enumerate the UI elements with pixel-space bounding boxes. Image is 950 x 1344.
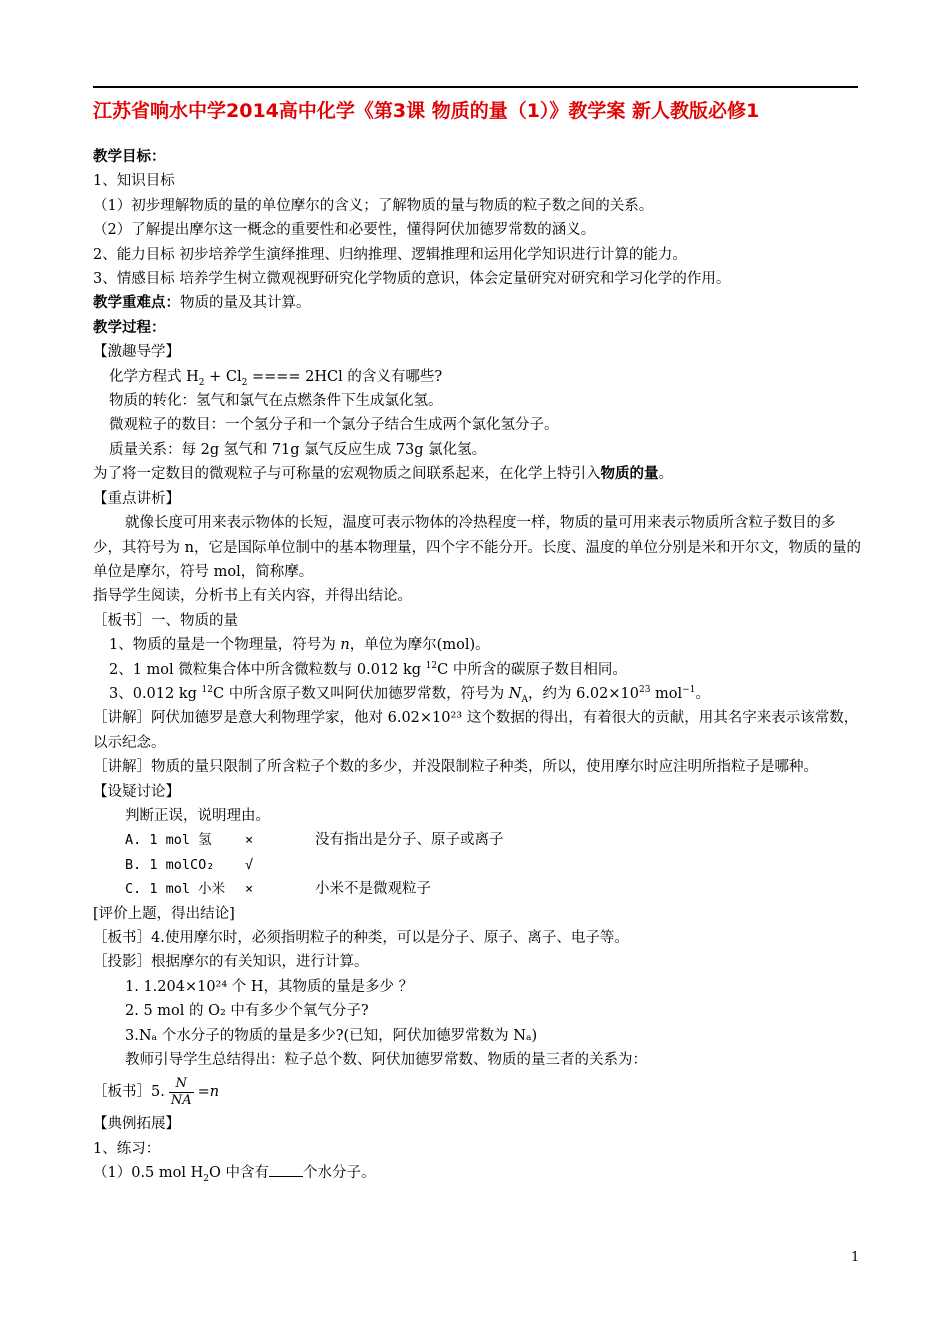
option-item: A. 1 mol 氢	[125, 832, 212, 849]
board-5-label: ［板书］5.	[93, 1084, 165, 1101]
board-4: ［板书］4.使用摩尔时，必须指明粒子的种类，可以是分子、原子、离子、电子等。	[93, 930, 629, 946]
lecture-paragraph: 就像长度可用来表示物体的长短，温度可表示物体的冷热程度一样，物质的量可用来表示物质所含粒子数目的多少，其符号为 n，它是国际单位制中的基本物理量，四个字不能分开。长度、温度的单位分别是米和开尔文，物质的量的单位是摩尔，符号 mol，简称摩。	[93, 515, 861, 580]
projection-line: ［投影］根据摩尔的有关知识，进行计算。	[93, 954, 369, 971]
document-body	[93, 145, 863, 1186]
option-mark: √	[245, 856, 254, 873]
superscript-12: 12	[201, 685, 213, 696]
formula-equals-n: =n	[197, 1084, 220, 1101]
option-item: B. 1 molCO₂	[125, 856, 215, 873]
superscript-23: 23	[638, 685, 651, 696]
mass-line: 质量关系：每 2g 氢气和 71g 氯气反应生成 73g 氯化氢。	[109, 441, 487, 458]
exercise-1-mid: O 中含有	[209, 1165, 269, 1182]
option-reason: 没有指出是分子、原子或离子	[315, 832, 504, 849]
unit-mol: mol	[650, 685, 683, 702]
lecture-heading: 【重点讲析】	[93, 490, 180, 507]
question-3: 3.Nₐ 个水分子的物质的量是多少?(已知，阿伏加德罗常数为 Nₐ)	[125, 1027, 538, 1044]
option-row	[93, 828, 863, 852]
header-rule	[93, 86, 858, 88]
answer-blank[interactable]	[269, 1162, 303, 1177]
avogadro-value: ，约为 6.02×10	[527, 685, 639, 702]
key-points	[93, 291, 863, 315]
practice-label: 1、练习：	[93, 1140, 161, 1157]
transform-line: 物质的转化：氢气和氯气在点燃条件下生成氯化氢。	[109, 393, 443, 410]
knowledge-item-1: （1）初步理解物质的量的单位摩尔的含义；了解物质的量与物质的粒子数之间的关系。	[93, 197, 654, 214]
point-3-pre: 3、0.012 kg	[109, 685, 202, 702]
examples-heading: 【典例拓展】	[93, 1116, 180, 1133]
option-mark: ×	[245, 832, 254, 849]
purpose-pre: 为了将一定数目的微观粒子与可称量的宏观物质之间联系起来，在化学上特引入	[93, 466, 601, 483]
intro-heading: 【激趣导学】	[93, 344, 180, 361]
option-row	[93, 853, 863, 877]
point-2-post: C 中所含的碳原子数目相同。	[437, 661, 627, 678]
option-row	[93, 877, 863, 901]
subscript-2: 2	[198, 377, 205, 388]
point-3	[93, 682, 863, 706]
micro-line: 微观粒子的数目：一个氢分子和一个氯分子结合生成两个氯化氢分子。	[109, 417, 559, 434]
process-heading: 教学过程：	[93, 318, 166, 336]
discussion-heading: 【设疑讨论】	[93, 783, 180, 800]
equation-mid: + Cl	[204, 368, 242, 385]
question-1: 1. 1.204×10²⁴ 个 H，其物质的量是多少 ？	[125, 978, 414, 995]
option-mark: ×	[245, 881, 254, 898]
fraction-denominator: NA	[170, 1092, 192, 1108]
explain-1: ［讲解］阿伏加德罗是意大利物理学家，他对 6.02×10²³ 这个数据的得出，有着很大的贡献，用其名字来表示该常数，以示纪念。	[93, 710, 859, 751]
knowledge-item-2: （2）了解提出摩尔这一概念的重要性和必要性，懂得阿伏加德罗常数的涵义。	[93, 222, 596, 239]
key-points-label: 教学重难点：	[93, 294, 180, 312]
point-3-end: 。	[695, 685, 710, 702]
page-number: 1	[851, 1250, 860, 1265]
point-1	[93, 633, 863, 657]
point-1-post: ，单位为摩尔(mol)。	[349, 637, 490, 654]
question-2: 2. 5 mol 的 O₂ 中有多少个氧气分子?	[125, 1003, 369, 1020]
knowledge-objective: 1、知识目标	[93, 173, 175, 190]
purpose-post: 。	[658, 466, 673, 483]
symbol-n: n	[340, 637, 350, 654]
equation-post: ==== 2HCl 的含义有哪些?	[247, 368, 443, 385]
point-2	[93, 658, 863, 682]
explain-2: ［讲解］物质的量只限制了所含粒子个数的多少，并没限制粒子种类，所以，使用摩尔时应注明所指粒子是哪种。	[93, 759, 818, 776]
fraction-numerator: N	[169, 1076, 194, 1093]
purpose-bold: 物质的量	[600, 465, 659, 483]
key-points-text: 物质的量及其计算。	[180, 295, 311, 312]
board-5	[93, 1072, 863, 1112]
exercise-1	[93, 1161, 863, 1185]
option-item: C. 1 mol 小米	[125, 881, 226, 898]
superscript-12: 12	[425, 660, 438, 671]
equation-line	[93, 365, 863, 389]
purpose-line	[93, 462, 863, 486]
equation-pre: 化学方程式 H	[109, 368, 199, 385]
emotion-objective: 3、情感目标 培养学生树立微观视野研究化学物质的意识，体会定量研究对研究和学习化学的作用。	[93, 271, 731, 288]
symbol-N: N	[508, 685, 522, 702]
board-1: ［板书］一、物质的量	[93, 612, 238, 629]
formula-fraction	[169, 1076, 194, 1109]
point-1-pre: 1、物质的量是一个物理量，符号为	[109, 637, 341, 654]
document-title: 江苏省响水中学2014高中化学《第3课 物质的量（1）》教学案 新人教版必修1	[93, 100, 760, 122]
ability-objective: 2、能力目标 初步培养学生演绎推理、归纳推理、逻辑推理和运用化学知识进行计算的能力。	[93, 246, 687, 263]
guide-line: 指导学生阅读，分析书上有关内容，并得出结论。	[93, 588, 412, 605]
objectives-heading: 教学目标：	[93, 148, 166, 165]
subscript-A: A	[521, 694, 528, 705]
summary-line: 教师引导学生总结得出：粒子总个数、阿伏加德罗常数、物质的量三者的关系为：	[125, 1052, 647, 1069]
option-reason: 小米不是微观粒子	[315, 881, 431, 898]
superscript-neg1: −1	[682, 685, 696, 696]
evaluate-line: [评价上题，得出结论]	[93, 905, 235, 922]
point-3-mid: C 中所含原子数又叫阿伏加德罗常数，符号为	[212, 685, 509, 702]
discussion-prompt: 判断正误，说明理由。	[125, 807, 270, 824]
exercise-1-post: 个水分子。	[303, 1165, 376, 1182]
subscript-2: 2	[241, 377, 248, 388]
point-2-pre: 2、1 mol 微粒集合体中所含微粒数与 0.012 kg	[109, 661, 426, 678]
exercise-1-pre: （1）0.5 mol H	[93, 1165, 204, 1182]
subscript-2: 2	[203, 1174, 209, 1185]
